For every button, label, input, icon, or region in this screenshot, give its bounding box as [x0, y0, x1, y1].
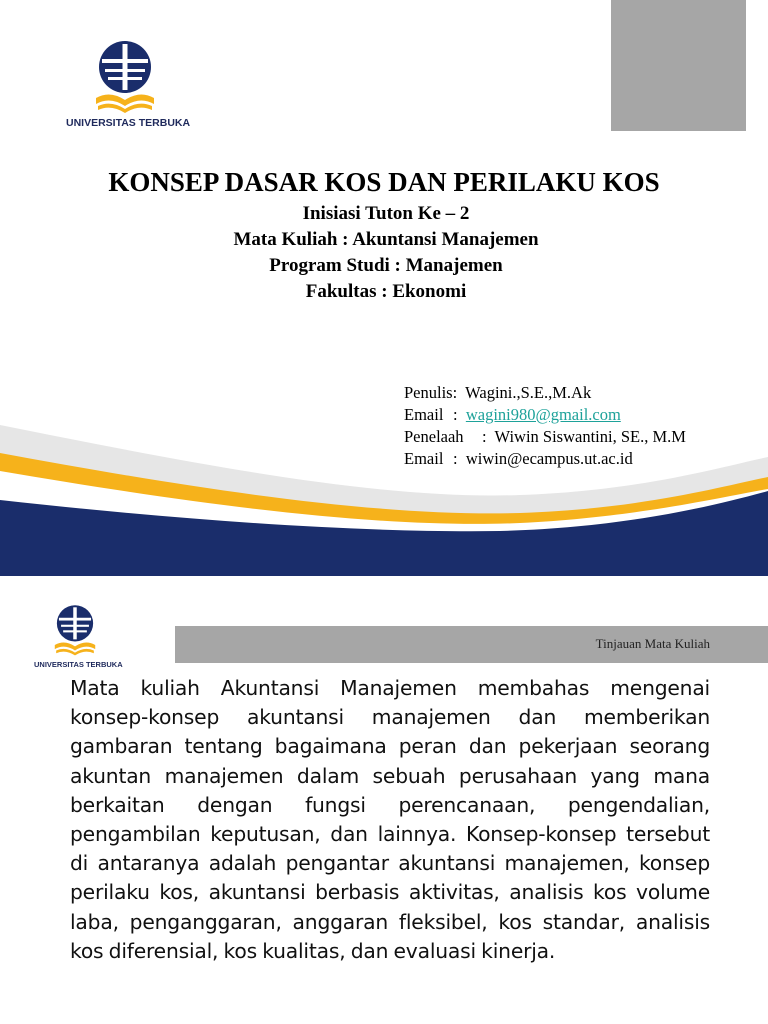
penelaah-value: Wiwin Siswantini, SE., M.M	[494, 427, 686, 446]
subtitle-line-1: Inisiasi Tuton Ke – 2	[302, 203, 470, 224]
header-label: Tinjauan Mata Kuliah	[595, 636, 710, 651]
penelaah-label: Penelaah	[404, 427, 464, 446]
logo-text: UNIVERSITAS TERBUKA	[34, 660, 123, 669]
slide-overview	[0, 576, 768, 1024]
email2-label: Email	[404, 449, 444, 468]
email2-sep: :	[453, 449, 458, 468]
slide-title: KONSEP DASAR KOS DAN PERILAKU KOS	[108, 167, 660, 197]
logo-text: UNIVERSITAS TERBUKA	[66, 117, 191, 129]
penelaah-sep: :	[482, 427, 487, 446]
decorative-waves	[0, 405, 768, 576]
author-penulis-row	[404, 383, 591, 403]
subtitle-line-2: Mata Kuliah : Akuntansi Manajemen	[233, 229, 539, 250]
university-logo-icon	[52, 604, 98, 658]
penulis-value: Wagini.,S.E.,M.Ak	[465, 383, 592, 402]
header-bar	[175, 626, 768, 663]
subtitle-line-3: Program Studi : Manajemen	[269, 255, 503, 276]
email1-label: Email	[404, 405, 444, 424]
email1-link[interactable]: wagini980@gmail.com	[465, 405, 621, 424]
body-paragraph: Mata kuliah Akuntansi Manajemen membahas mengenai konsep-konsep akuntansi manajemen dan memberikan gambaran tentang bagaimana peran dan pekerjaan seorang akuntan manajemen dalam sebuah perusahaan yang mana berkaitan dengan fungsi perencanaan, pengendalian, pengambilan keputusan, dan lainnya. Konsep-konsep tersebut di antaranya adalah pengantar akuntansi manajemen, konsep perilaku kos, akuntansi berbasis aktivitas, analisis kos volume laba, penganggaran, anggaran fleksibel, kos standar, analisis kos diferensial, kos kualitas, dan evaluasi kinerja.	[70, 676, 710, 963]
email2-value: wiwin@ecampus.ut.ac.id	[465, 449, 633, 468]
university-logo-icon	[92, 40, 158, 116]
email1-sep: :	[453, 405, 458, 424]
corner-gray-block	[611, 0, 746, 131]
penulis-label: Penulis:	[404, 383, 458, 402]
subtitle-line-4: Fakultas : Ekonomi	[305, 281, 467, 302]
